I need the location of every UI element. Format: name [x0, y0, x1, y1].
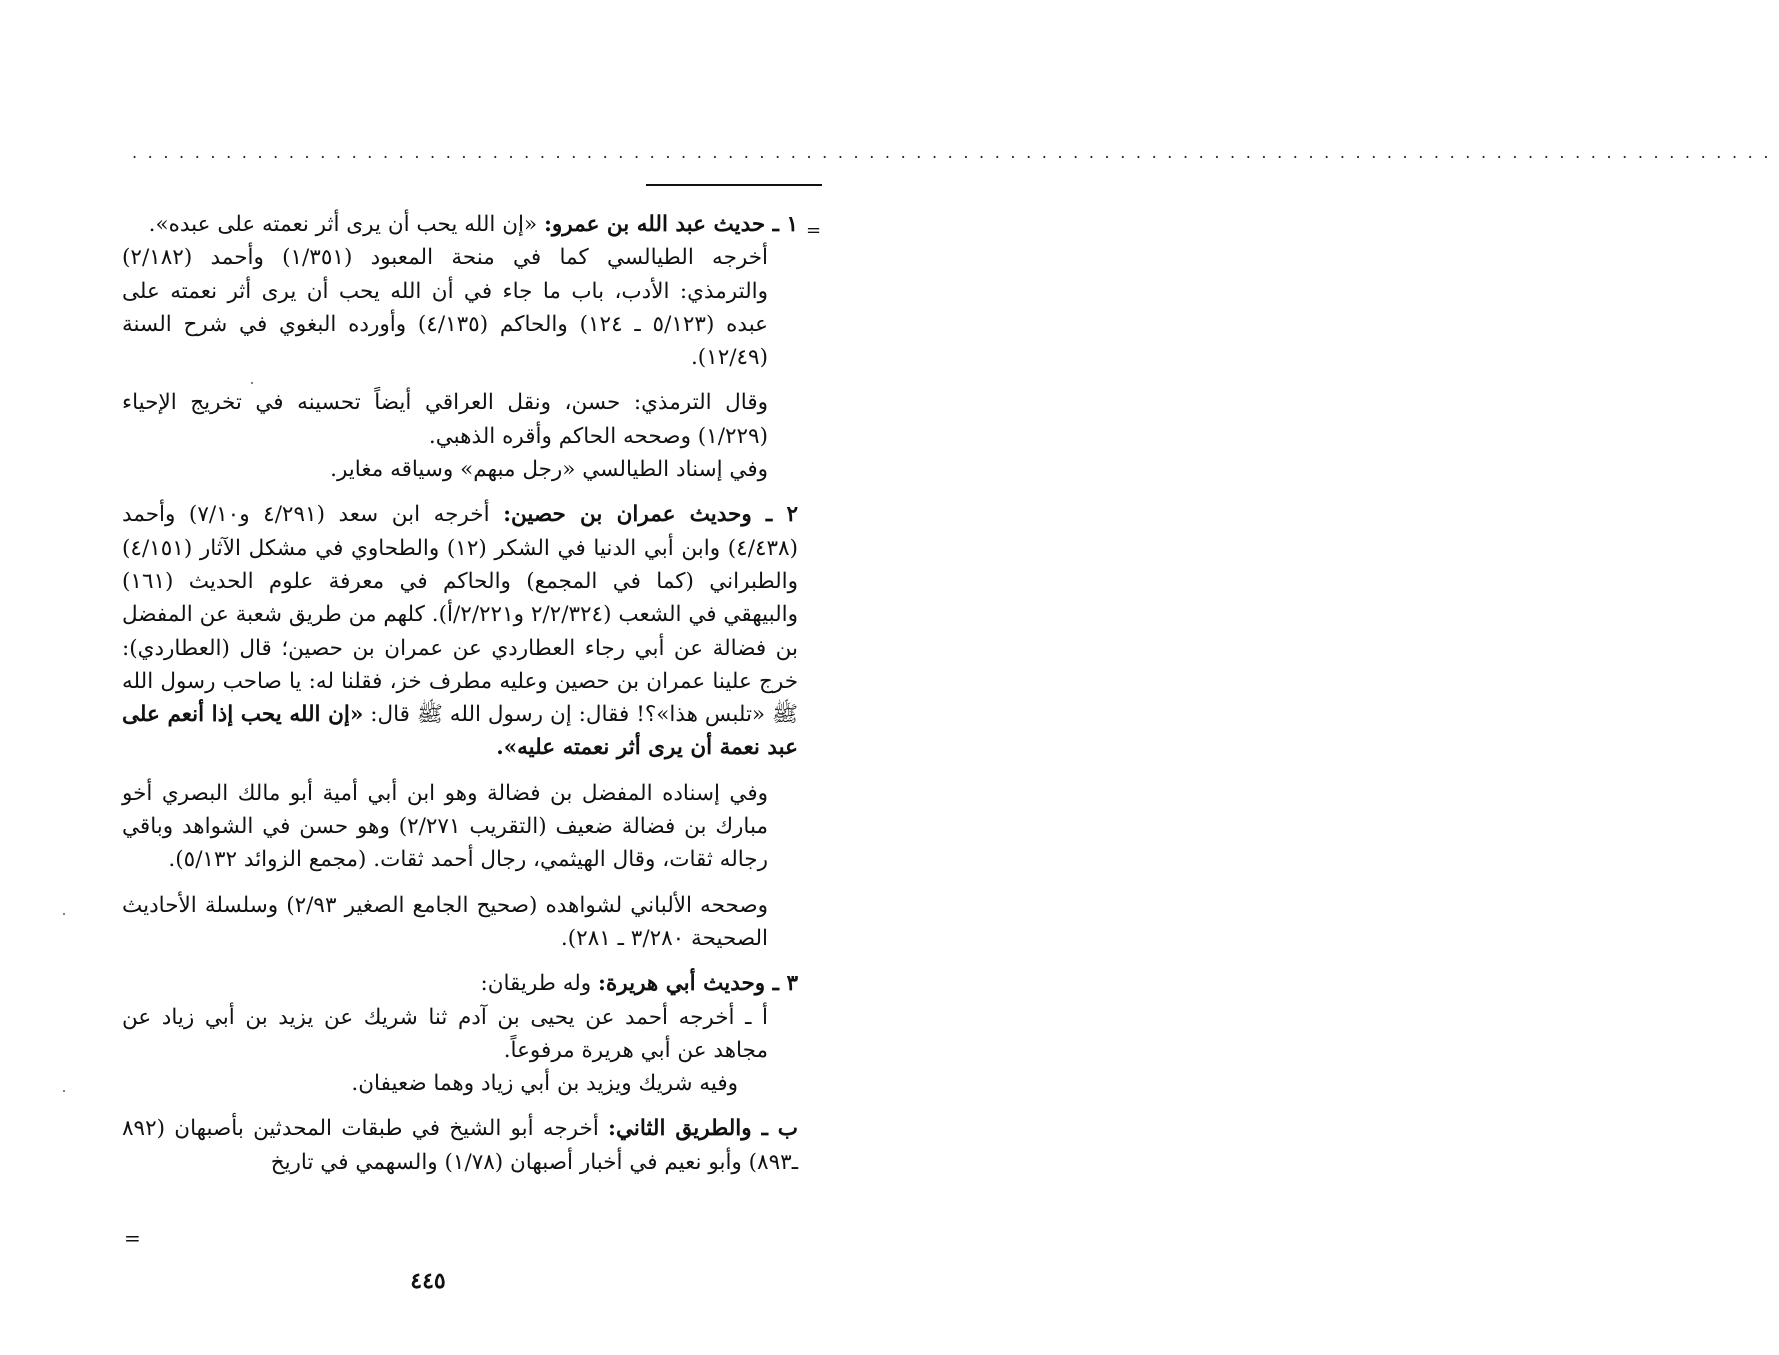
hadith-2-matn: «إن الله يحب إذا أنعم على عبد نعمة أن يرى أثر نعمته عليه». [122, 702, 798, 761]
footnote-rule [646, 184, 822, 186]
scan-speck [63, 1090, 65, 1092]
scan-speck [63, 913, 65, 915]
continuation-mark-top: = [806, 220, 822, 241]
paragraph-route-a-note: وفيه شريك ويزيد بن أبي زياد وهما ضعيفان. [351, 1071, 738, 1097]
hadith-3-text: وله طريقان: [480, 971, 599, 997]
paragraph-hadith-1 [122, 208, 798, 241]
hadith-2-heading: ٢ ـ وحديث عمران بن حصين: [503, 502, 798, 528]
paragraph-albani: وصححه الألباني لشواهده (صحيح الجامع الصغير ٢/٩٣) وسلسلة الأحاديث الصحيحة ٣/٢٨٠ ـ ٢٨١). [122, 892, 768, 951]
paragraph-isnad-note: وفي إسناده المفضل بن فضالة وهو ابن أبي أمية أبو مالك البصري أخو مبارك بن فضالة ضعيف (التقريب ٢/٢٧١) وهو حسن في الشواهد وباقي رجاله ثقات، وقال الهيثمي، رجال أحمد ثقات. (مجمع الزوائد ٥/١٣٢). [122, 780, 768, 873]
paragraph-tirmidhi-grading: وقال الترمذي: حسن، ونقل العراقي أيضاً تحسينه في تخريج الإحياء (١/٢٢٩) وصححه الحاكم وأقره الذهبي. [122, 390, 768, 449]
continuation-mark-bottom: = [124, 1226, 141, 1250]
scan-speck [251, 382, 253, 384]
paragraph-route-b [122, 1112, 798, 1179]
paragraph-takhrij-1: أخرجه الطيالسي كما في منحة المعبود (١/٣٥١) وأحمد (٢/١٨٢) والترمذي: الأدب، باب ما جاء في أن الله يحب أن يرى أثر نعمته على عبده (٥/١٢٣ ـ ١٢٤) والحاكم (٤/١٣٥) وأورده البغوي في شرح السنة (١٢/٤٩). [122, 245, 769, 371]
hadith-1-heading: ١ ـ حديث عبد الله بن عمرو: [543, 212, 798, 237]
hadith-1-text: «إن الله يحب أن يرى أثر نعمته على عبده». [148, 212, 544, 237]
page-number: ٤٤٥ [410, 1268, 446, 1294]
hadith-3-heading: ٣ ـ وحديث أبي هريرة: [598, 971, 798, 997]
paragraph-route-a: أ ـ أخرجه أحمد عن يحيى بن آدم ثنا شريك عن يزيد بن أبي زياد عن مجاهد عن أبي هريرة مرفوعاً. [122, 1004, 768, 1063]
route-b-text: أخرجه أبو الشيخ في طبقات المحدثين بأصبهان (٨٩٢ ـ٨٩٣) وأبو نعيم في أخبار أصبهان (١/٧٨) والسهمي في تاريخ [122, 1116, 798, 1175]
dotted-separator: ......................................................................................................... [132, 143, 1779, 162]
paragraph-hadith-3 [122, 967, 798, 1000]
footnote-body [122, 208, 798, 1179]
paragraph-tayalisi-note: وفي إسناد الطيالسي «رجل مبهم» وسياقه مغاير. [330, 457, 768, 483]
paragraph-hadith-2 [122, 498, 798, 764]
route-b-heading: ب ـ والطريق الثاني: [608, 1116, 799, 1142]
hadith-2-text: أخرجه ابن سعد (٤/٢٩١ و٧/١٠) وأحمد (٤/٤٣٨) وابن أبي الدنيا في الشكر (١٢) والطحاوي في مشكل الآثار (٤/١٥١) والطبراني (كما في المجمع) والحاكم في معرفة علوم الحديث (١٦١) والبيهقي في الشعب (٢/٢/٣٢٤ و٢/٢٢١/أ). كلهم من طريق شعبة عن المفضل بن فضالة عن أبي رجاء العطاردي عن عمران بن حصين؛ قال (العطاردي): خرج علينا عمران بن حصين وعليه مطرف خز، فقلنا له: يا صاحب رسول الله ﷺ «تلبس هذا»؟! فقال: إن رسول الله ﷺ قال: [122, 502, 798, 728]
